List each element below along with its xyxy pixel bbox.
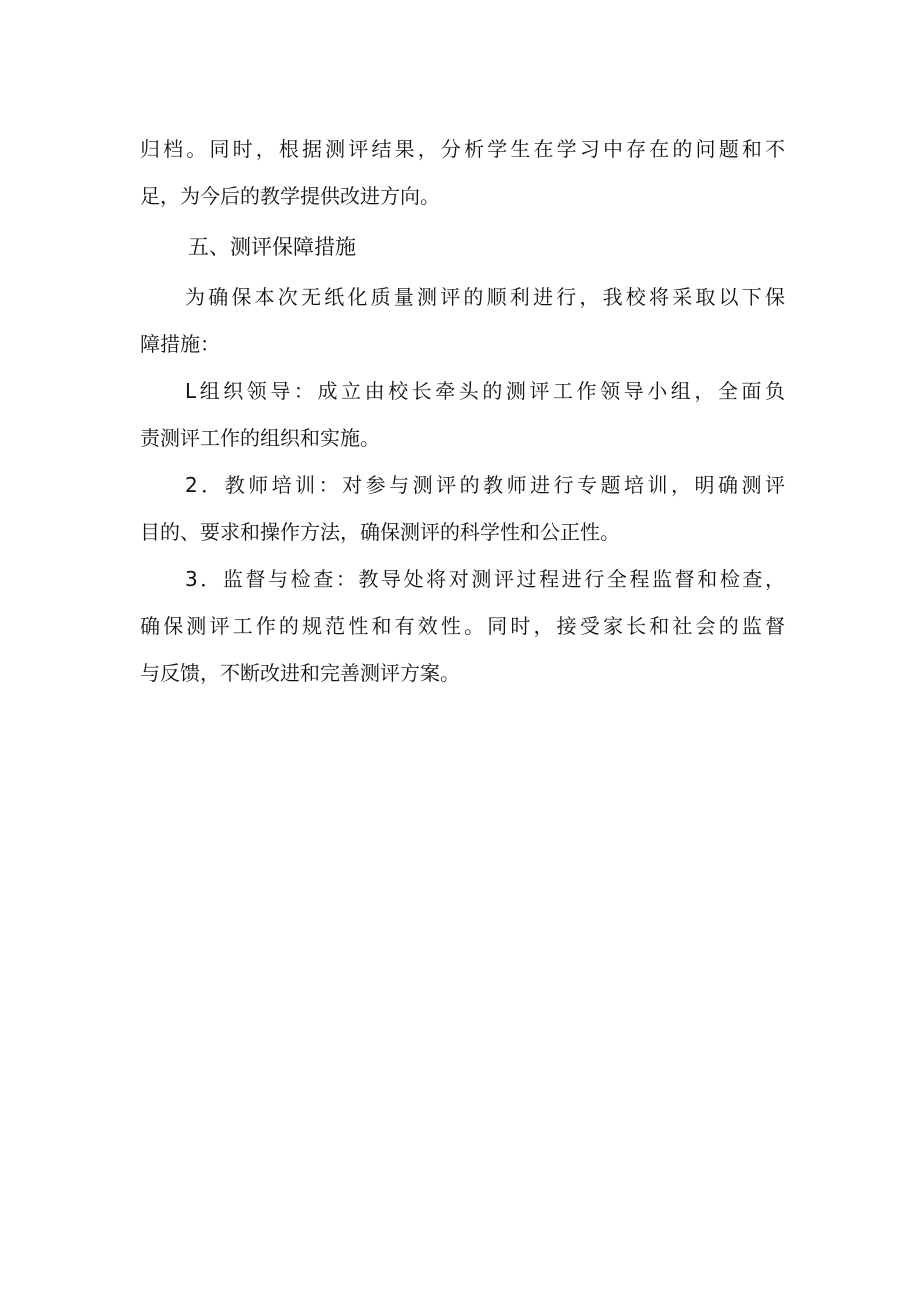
paragraph-line: 障措施：	[140, 332, 220, 356]
paragraph-line: 归档。同时，根据测评结果，分析学生在学习中存在的问题和不	[140, 137, 785, 161]
list-item-line: 目的、要求和操作方法，确保测评的科学性和公正性。	[140, 520, 620, 544]
list-item-line: 与反馈，不断改进和完善测评方案。	[140, 661, 460, 685]
section-heading: 五、测评保障措施	[188, 235, 356, 259]
list-item-line: 确保测评工作的规范性和有效性。同时，接受家长和社会的监督	[140, 614, 785, 638]
list-item-line: 2．教师培训：对参与测评的教师进行专题培训，明确测评	[185, 473, 785, 497]
paragraph-line: 为确保本次无纸化质量测评的顺利进行，我校将采取以下保	[185, 285, 785, 309]
paragraph-line: 足，为今后的教学提供改进方向。	[140, 184, 440, 208]
list-item-line: L组织领导：成立由校长牵头的测评工作领导小组，全面负	[185, 379, 785, 403]
list-item-line: 3．监督与检查：教导处将对测评过程进行全程监督和检查，	[185, 567, 785, 591]
document-body	[140, 126, 785, 697]
list-item-line: 责测评工作的组织和实施。	[140, 426, 380, 450]
